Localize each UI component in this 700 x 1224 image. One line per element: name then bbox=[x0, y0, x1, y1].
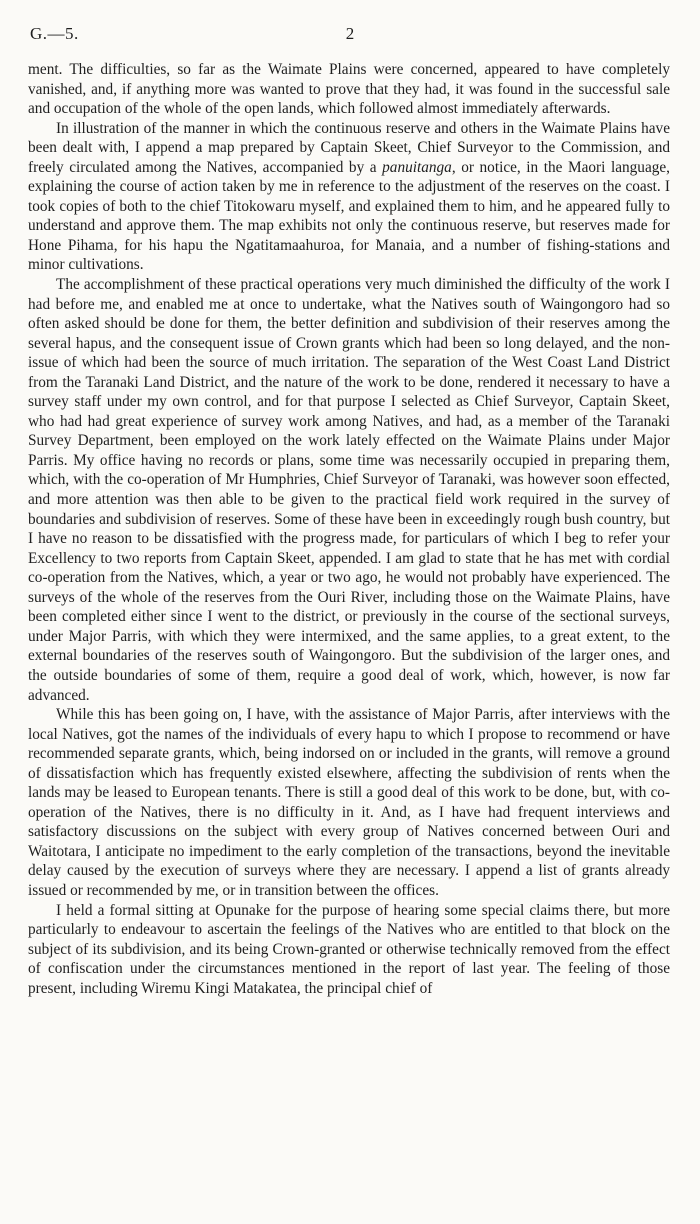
page-header bbox=[30, 24, 670, 48]
paragraph-1: ment. The difficulties, so far as the Waimate Plains were concerned, appeared to have completely vanished, and, if anything more was wanted to prove that they had, it was found in the successful sale and occupation of the whole of the open lands, which followed almost immediately afterwards. bbox=[28, 61, 670, 118]
paragraph-5: I held a formal sitting at Opunake for the purpose of hearing some special claims there, but more particularly to endeavour to ascertain the feelings of the Natives who are entitled to that block on the subject of its subdivision, and its being Crown-granted or otherwise technically removed from the effect of confiscation under the circumstances mentioned in the report of last year. The feeling of those present, including Wiremu Kingi Matakatea, the principal chief of bbox=[28, 901, 670, 997]
paragraph-2-part-1: In illustration of the manner in which the continuous reserve and others in the Waimate Plains have been dealt with, I append a map prepared by Captain Skeet, Chief Surveyor to the Commission, and freely circulated among the Natives, accompanied by a bbox=[28, 119, 670, 176]
document-reference: G.—5. bbox=[30, 24, 79, 43]
paragraph-2 bbox=[28, 119, 670, 275]
report-body bbox=[28, 60, 670, 998]
page-number: 2 bbox=[345, 24, 355, 43]
maori-term-emphasis: panuitanga bbox=[382, 158, 452, 176]
paragraph-2-part-2: , or notice, in the Maori language, explaining the course of action taken by me in reference to the adjustment of the reserves on the coast. I took copies of both to the chief Titokowaru myself, and explained them to him, and he appeared fully to understand and approve them. The map exhibits not only the continuous reserve, but reserves made for Hone Pihama, for his hapu the Ngatitamaahuroa, for Manaia, and a number of fishing-stations and minor cultivations. bbox=[28, 158, 670, 274]
paragraph-4: While this has been going on, I have, with the assistance of Major Parris, after interviews with the local Natives, got the names of the individuals of every hapu to which I propose to recommend or have recommended separate grants, which, being indorsed on or included in the grants, will remove a ground of dissatisfaction which has frequently existed elsewhere, affecting the subdivision of rents when the lands may be leased to European tenants. There is still a good deal of this work to be done, but, with co-operation of the Natives, there is no difficulty in it. And, as I have had frequent interviews and satisfactory discussions on the subject with every group of Natives concerned between Ouri and Waitotara, I anticipate no impediment to the early completion of the transactions, beyond the inevitable delay caused by the execution of surveys where they are necessary. I append a list of grants already issued or recommended by me, or in transition between the offices. bbox=[28, 706, 670, 899]
paragraph-3: The accomplishment of these practical operations very much diminished the difficulty of the work I had before me, and enabled me at once to undertake, what the Natives south of Waingongoro had so often asked should be done for them, the better definition and subdivision of their reserves among the several hapus, and the consequent issue of Crown grants which had been so long delayed, and the non-issue of which had been the source of much irritation. The separation of the West Coast Land District from the Taranaki Land District, and the nature of the work to be done, rendered it necessary to have a survey staff under my own control, and for that purpose I selected as Chief Surveyor, Captain Skeet, who had had great experience of survey work among Natives, and had, as a member of the Taranaki Survey Department, been employed on the work lately effected on the Waimate Plains under Major Parris. My office having no records or plans, some time was necessarily occupied in preparing them, which, with the co-operation of Mr Humphries, Chief Surveyor of Taranaki, was however soon effected, and more attention was then able to be given to the practical field work required in the survey of boundaries and subdivision of reserves. Some of these have been in exceedingly rough bush country, but I have no reason to be dissatisfied with the progress made, for particulars of which I beg to refer your Excellency to two reports from Captain Skeet, appended. I am glad to state that he has met with cordial co-operation from the Natives, which, a year or two ago, he would not probably have experienced. The surveys of the whole of the reserves from the Ouri River, including those on the Waimate Plains, have been completed either since I went to the district, or previously in the course of the sectional surveys, under Major Parris, with which they were intermixed, and the same applies, to a great extent, to the external boundaries of the reserves south of Waingongoro. But the subdivision of the larger ones, and the outside boundaries of some of them, require a good deal of work, which, however, is now far advanced. bbox=[28, 276, 670, 704]
